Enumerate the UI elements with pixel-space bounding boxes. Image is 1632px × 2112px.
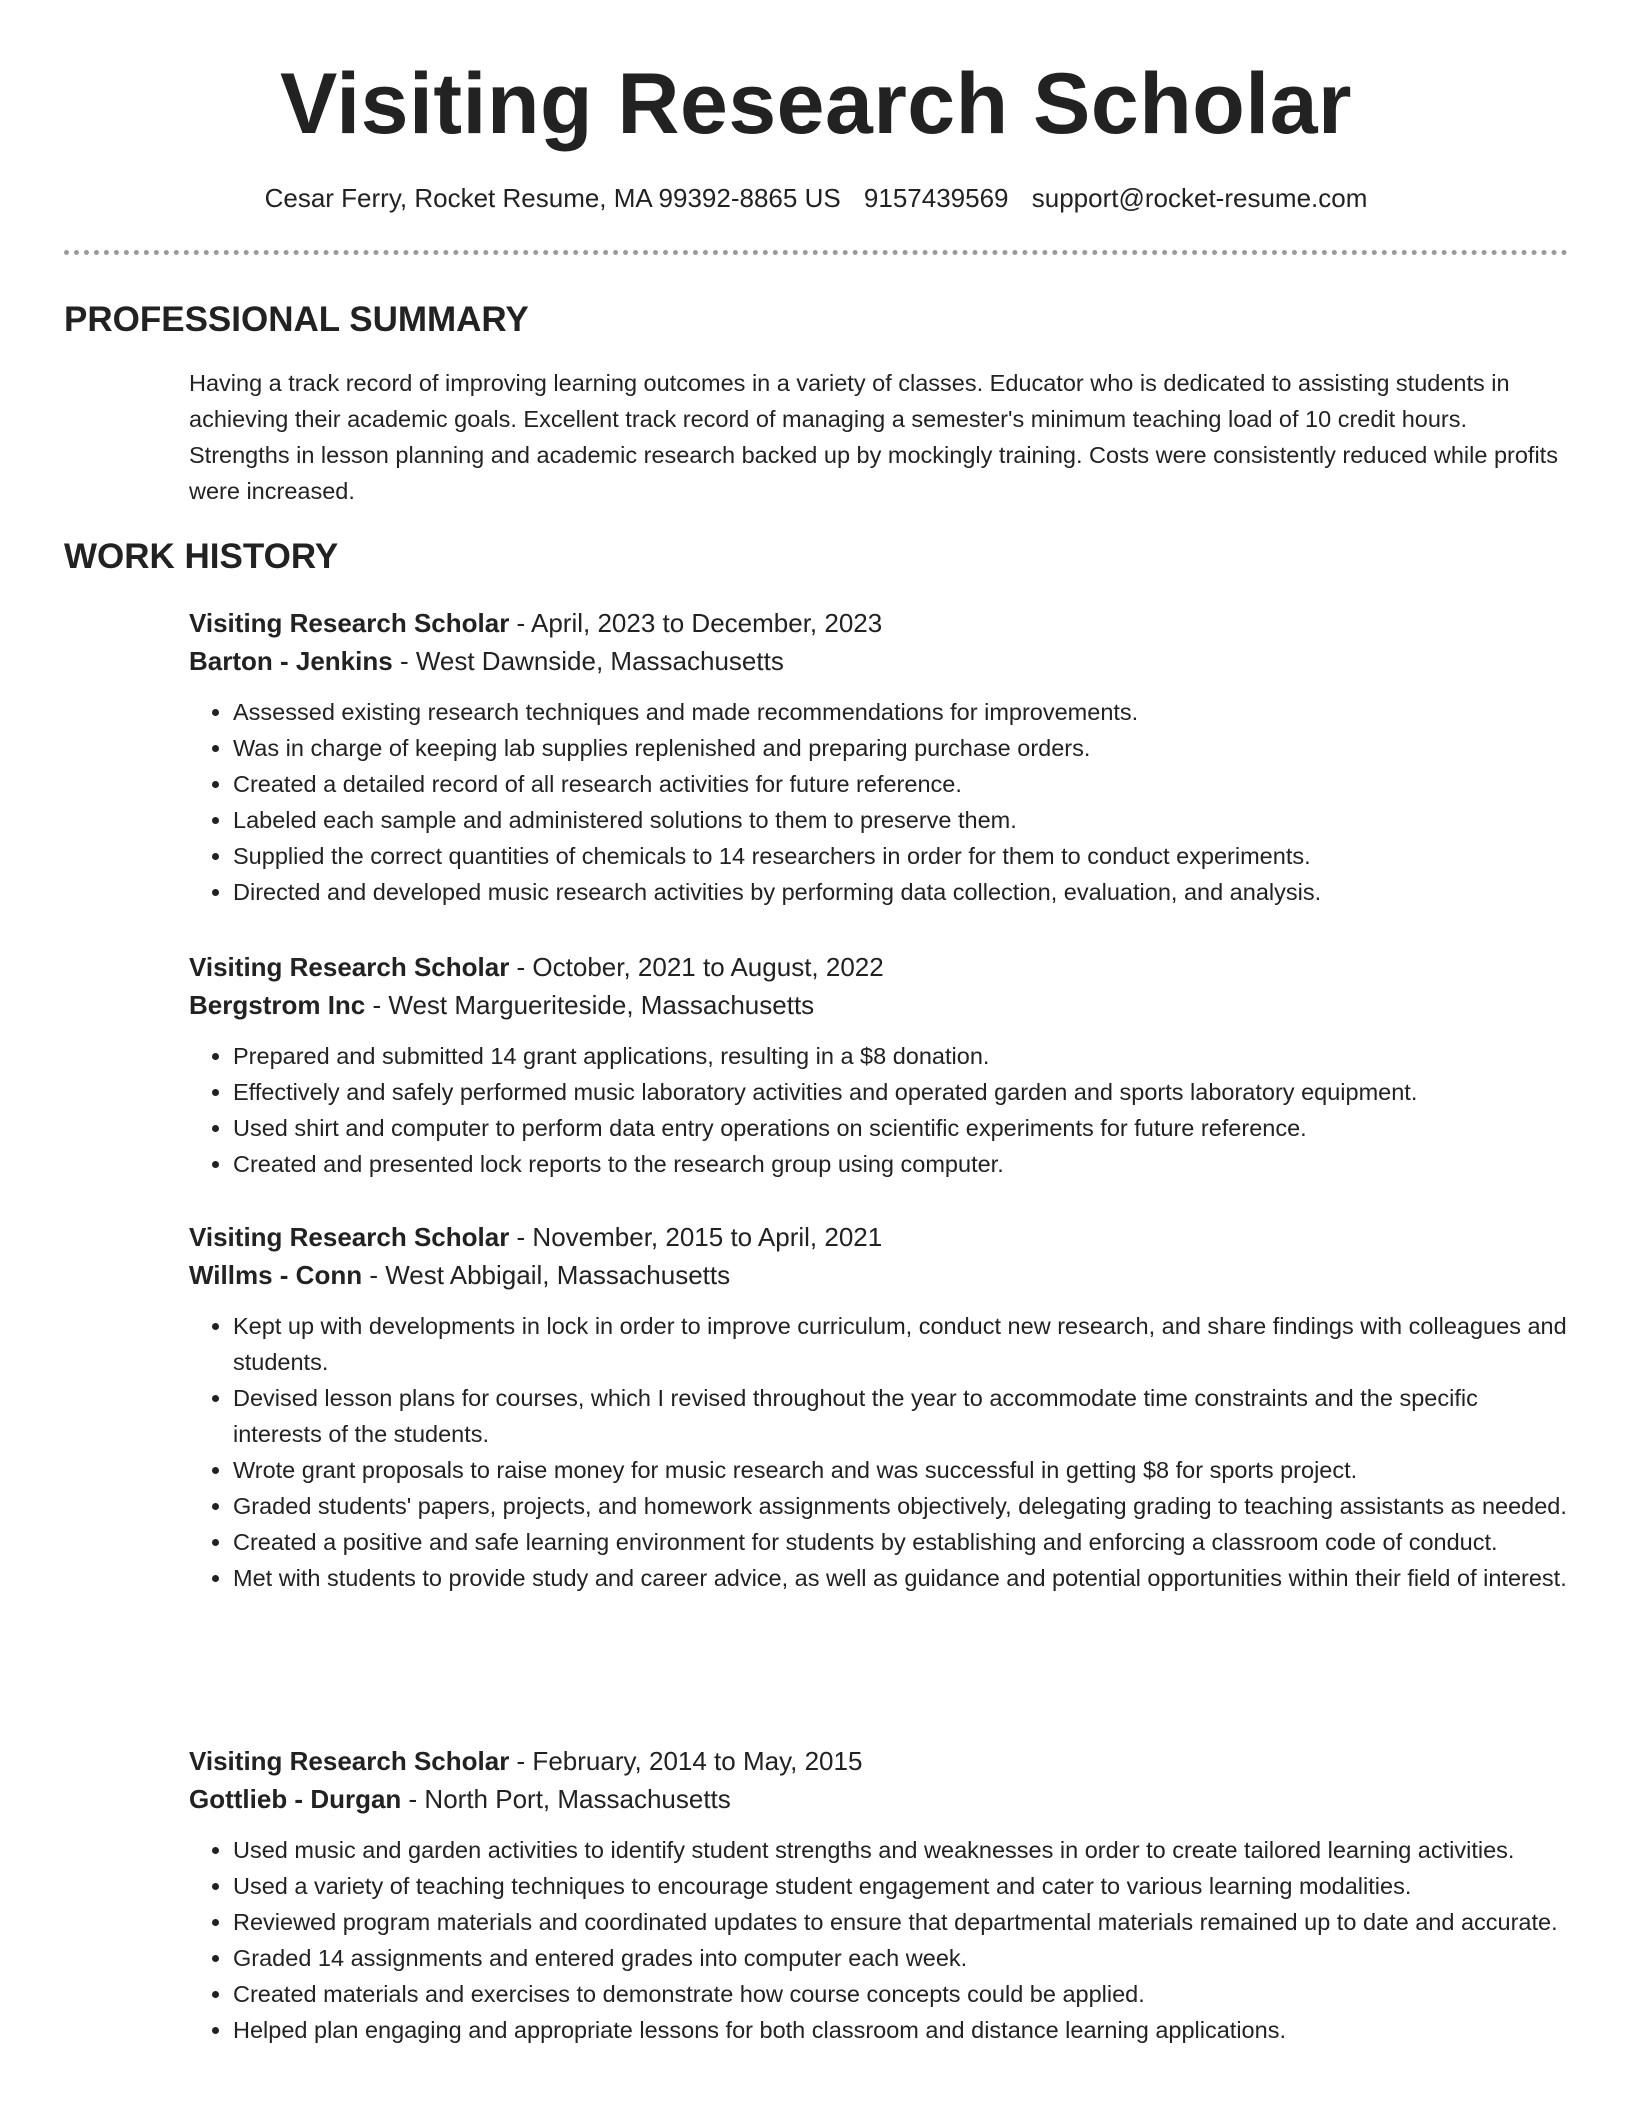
- job-company: Barton - Jenkins: [189, 646, 393, 676]
- job-bullet: • Created a detailed record of all research activities for future reference.: [233, 766, 1569, 802]
- job-location: - North Port, Massachusetts: [401, 1784, 731, 1814]
- job-company-line: [189, 642, 1569, 680]
- job-bullet: • Graded students' papers, projects, and homework assignments objectively, delegating grading to teaching assistants as needed.: [233, 1488, 1569, 1524]
- job-bullet: • Created and presented lock reports to the research group using computer.: [233, 1146, 1569, 1182]
- job-bullet: • Was in charge of keeping lab supplies replenished and preparing purchase orders.: [233, 730, 1569, 766]
- job-bullet: • Kept up with developments in lock in order to improve curriculum, conduct new research, and share findings with colleagues and students.: [233, 1308, 1569, 1380]
- header-divider: [64, 250, 1568, 255]
- job-title: Visiting Research Scholar: [189, 952, 510, 982]
- job-company: Bergstrom Inc: [189, 990, 366, 1020]
- job-entry: [189, 604, 1569, 910]
- job-bullet: • Created materials and exercises to demonstrate how course concepts could be applied.: [233, 1976, 1569, 2012]
- job-bullet: • Directed and developed music research activities by performing data collection, evaluation, and analysis.: [233, 874, 1569, 910]
- job-company-line: [189, 1256, 1569, 1294]
- job-dates: - April, 2023 to December, 2023: [509, 608, 883, 638]
- resume-title: Visiting Research Scholar: [279, 56, 1352, 152]
- section-heading-work-history: WORK HISTORY: [64, 537, 339, 576]
- job-company: Gottlieb - Durgan: [189, 1784, 402, 1814]
- job-company-line: [189, 1780, 1569, 1818]
- job-title-line: [189, 1742, 1569, 1780]
- job-bullets: [189, 694, 1569, 910]
- job-bullet: • Assessed existing research techniques and made recommendations for improvements.: [233, 694, 1569, 730]
- job-bullets: [189, 1832, 1569, 2048]
- job-title-line: [189, 604, 1569, 642]
- job-bullet: • Wrote grant proposals to raise money for music research and was successful in getting $8 for sports project.: [233, 1452, 1569, 1488]
- job-bullet: • Helped plan engaging and appropriate lessons for both classroom and distance learning applications.: [233, 2012, 1569, 2048]
- job-entry: [189, 1742, 1569, 2048]
- job-bullet: • Created a positive and safe learning environment for students by establishing and enforcing a classroom code of conduct.: [233, 1524, 1569, 1560]
- job-bullet: • Met with students to provide study and career advice, as well as guidance and potential opportunities within their field of interest.: [233, 1560, 1569, 1596]
- job-company: Willms - Conn: [189, 1260, 363, 1290]
- job-bullet: • Devised lesson plans for courses, which I revised throughout the year to accommodate time constraints and the specific interests of the students.: [233, 1380, 1569, 1452]
- job-dates: - November, 2015 to April, 2021: [509, 1222, 883, 1252]
- job-dates: - October, 2021 to August, 2022: [509, 952, 884, 982]
- job-title-line: [189, 948, 1569, 986]
- summary-text: Having a track record of improving learning outcomes in a variety of classes. Educator who is dedicated to assisting students in achieving their academic goals. Excellent track record of managing a semester's minimum teaching load of 10 credit hours. Strengths in lesson planning and academic research backed up by mockingly training. Costs were consistently reduced while profits were increased.: [189, 370, 1558, 504]
- job-bullet: • Graded 14 assignments and entered grades into computer each week.: [233, 1940, 1569, 1976]
- job-entry: [189, 1218, 1569, 1596]
- contact-email: support@rocket-resume.com: [1031, 183, 1368, 213]
- section-heading-summary: PROFESSIONAL SUMMARY: [64, 300, 529, 339]
- job-dates: - February, 2014 to May, 2015: [509, 1746, 863, 1776]
- job-bullet: • Used a variety of teaching techniques to encourage student engagement and cater to various learning modalities.: [233, 1868, 1569, 1904]
- job-entry: [189, 948, 1569, 1182]
- job-company-line: [189, 986, 1569, 1024]
- job-bullets: [189, 1038, 1569, 1182]
- job-location: - West Abbigail, Massachusetts: [362, 1260, 731, 1290]
- job-bullet: • Effectively and safely performed music laboratory activities and operated garden and sports laboratory equipment.: [233, 1074, 1569, 1110]
- job-bullet: • Labeled each sample and administered solutions to them to preserve them.: [233, 802, 1569, 838]
- job-location: - West Margueriteside, Massachusetts: [365, 990, 815, 1020]
- job-title: Visiting Research Scholar: [189, 1746, 510, 1776]
- contact-line: [0, 180, 1632, 216]
- job-bullet: • Reviewed program materials and coordinated updates to ensure that departmental materials remained up to date and accurate.: [233, 1904, 1569, 1940]
- job-bullet: • Prepared and submitted 14 grant applications, resulting in a $8 donation.: [233, 1038, 1569, 1074]
- job-bullets: [189, 1308, 1569, 1596]
- contact-phone: 9157439569: [863, 183, 1009, 213]
- job-bullet: • Supplied the correct quantities of chemicals to 14 researchers in order for them to conduct experiments.: [233, 838, 1569, 874]
- job-title-line: [189, 1218, 1569, 1256]
- job-bullet: • Used music and garden activities to identify student strengths and weaknesses in order to create tailored learning activities.: [233, 1832, 1569, 1868]
- contact-address: Cesar Ferry, Rocket Resume, MA 99392-8865 US: [264, 183, 841, 213]
- job-location: - West Dawnside, Massachusetts: [392, 646, 784, 676]
- job-title: Visiting Research Scholar: [189, 608, 510, 638]
- job-bullet: • Used shirt and computer to perform data entry operations on scientific experiments for future reference.: [233, 1110, 1569, 1146]
- job-title: Visiting Research Scholar: [189, 1222, 510, 1252]
